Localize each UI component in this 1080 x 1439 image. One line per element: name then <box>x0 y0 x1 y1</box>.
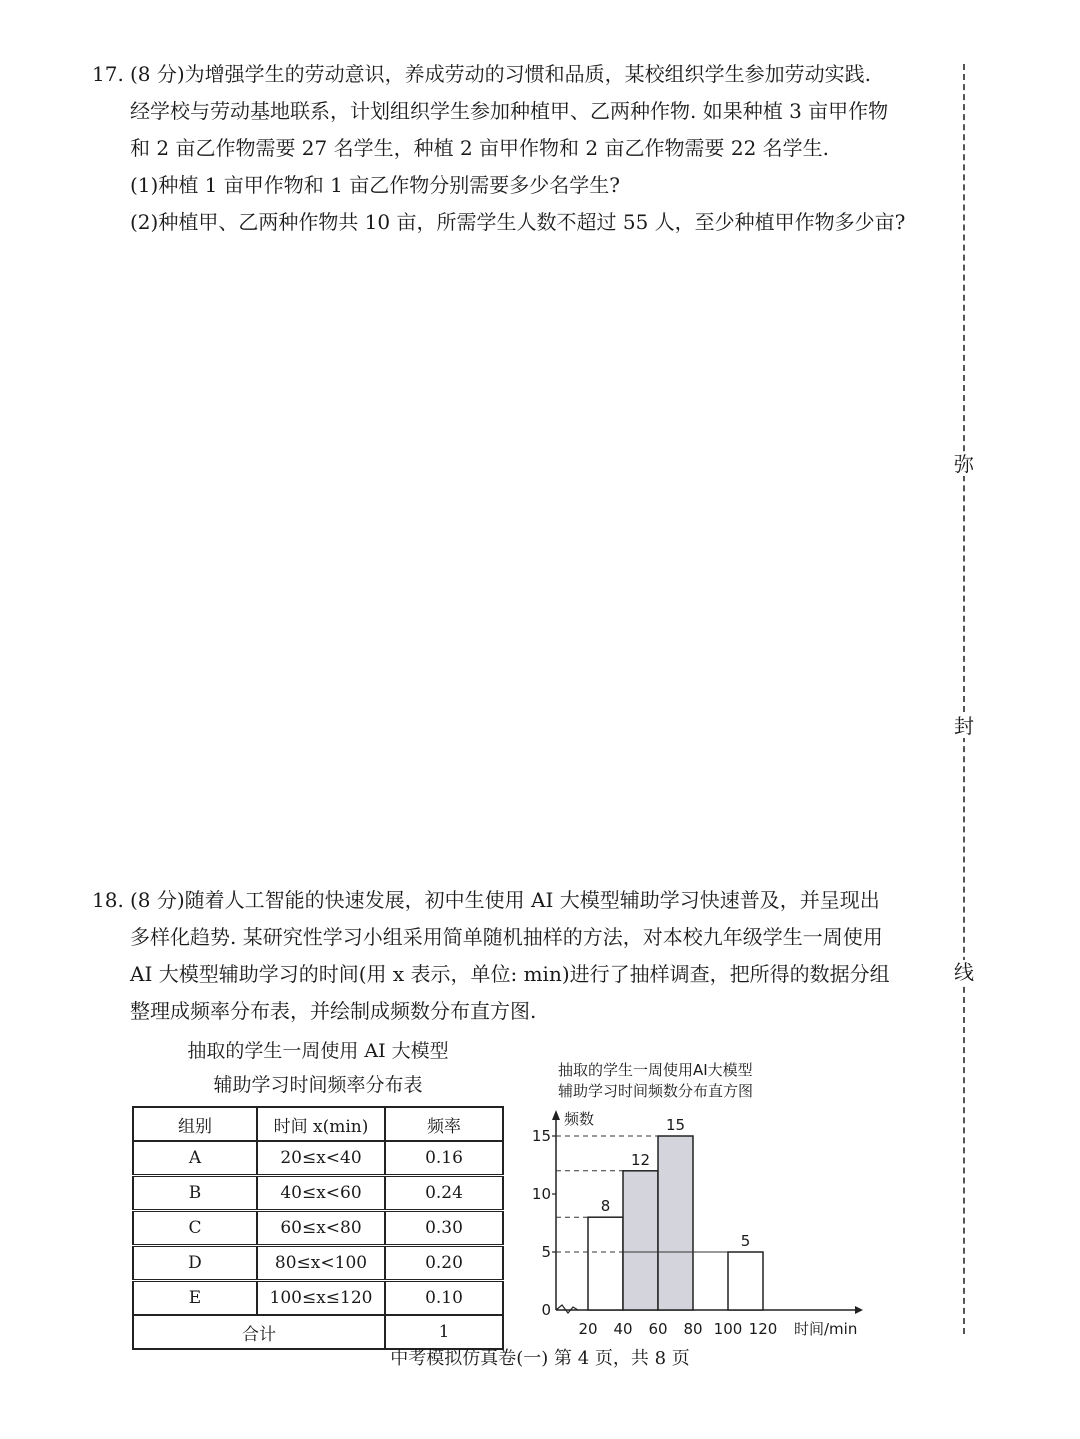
q18-line-3: AI 大模型辅助学习的时间(用 x 表示，单位: min)进行了抽样调查，把所得的数据分组 <box>130 962 890 986</box>
chart-title: 抽取的学生一周使用AI大模型 <box>558 1061 753 1079</box>
x-tick-label: 40 <box>613 1320 633 1338</box>
histogram-bar <box>588 1217 623 1310</box>
question-18 <box>92 882 952 1030</box>
total-label: 合计 <box>133 1315 385 1349</box>
y-tick-label: 5 <box>541 1243 551 1261</box>
q17-line-1: 17. (8 分)为增强学生的劳动意识，养成劳动的习惯和品质，某校组织学生参加劳动实践. <box>92 56 952 93</box>
table-row: E 100≤x≤120 0.10 <box>133 1281 503 1316</box>
seal-mark-feng: 封 <box>948 714 980 738</box>
q17-number: 17. <box>92 62 124 86</box>
total-value: 1 <box>385 1315 503 1349</box>
q18-line-4: 整理成频率分布表，并绘制成频数分布直方图. <box>130 999 537 1023</box>
q18-line-1: 18. (8 分)随着人工智能的快速发展，初中生使用 AI 大模型辅助学习快速普及，并呈现出 <box>92 882 952 919</box>
q18-number: 18. <box>92 888 124 912</box>
x-tick-label: 100 <box>713 1320 743 1338</box>
table-title-line-2: 辅助学习时间频率分布表 <box>213 1074 423 1096</box>
chart-subtitle: 辅助学习时间频数分布直方图 <box>558 1082 754 1100</box>
x-tick-label: 80 <box>683 1320 703 1338</box>
y-axis-arrow <box>552 1110 560 1120</box>
question-17 <box>92 56 952 241</box>
q18-line-2: 多样化趋势. 某研究性学习小组采用简单随机抽样的方法，对本校九年级学生一周使用 <box>130 925 883 949</box>
histogram-chart <box>510 1058 910 1344</box>
header-frequency: 频率 <box>385 1107 503 1141</box>
bar-value-label: 5 <box>740 1232 751 1250</box>
header-time: 时间 x(min) <box>257 1107 385 1141</box>
frequency-table <box>132 1106 504 1350</box>
table-title-line-1: 抽取的学生一周使用 AI 大模型 <box>187 1040 449 1062</box>
y-tick-label: 0 <box>541 1301 551 1319</box>
seal-mark-mi: 弥 <box>948 452 980 476</box>
header-group: 组别 <box>133 1107 257 1141</box>
table-row: D 80≤x<100 0.20 <box>133 1246 503 1281</box>
bar-value-label: 8 <box>600 1197 611 1216</box>
q17-part-2: (2)种植甲、乙两种作物共 10 亩，所需学生人数不超过 55 人，至少种植甲作物多少亩? <box>130 210 906 234</box>
q17-line-3: 和 2 亩乙作物需要 27 名学生，种植 2 亩甲作物和 2 亩乙作物需要 22 名学生. <box>130 136 830 160</box>
seal-line <box>963 64 965 1334</box>
q17-part-1: (1)种植 1 亩甲作物和 1 亩乙作物分别需要多少名学生? <box>130 173 620 197</box>
seal-mark-xian: 线 <box>948 960 980 984</box>
q17-line-2: 经学校与劳动基地联系，计划组织学生参加种植甲、乙两种作物. 如果种植 3 亩甲作物 <box>130 99 889 123</box>
bar-value-label: 15 <box>665 1116 686 1134</box>
x-axis-arrow <box>855 1306 863 1314</box>
histogram-bar <box>728 1252 763 1310</box>
x-tick-label: 60 <box>648 1320 668 1338</box>
axis-break <box>556 1305 578 1313</box>
bar-value-label: 12 <box>630 1150 651 1169</box>
histogram-bar <box>658 1136 693 1310</box>
table-row: A 20≤x<40 0.16 <box>133 1141 503 1176</box>
y-axis-label: 频数 <box>564 1110 595 1128</box>
table-header-row <box>133 1107 503 1141</box>
y-tick-label: 15 <box>531 1127 551 1145</box>
x-tick-label: 120 <box>748 1320 778 1338</box>
y-tick-label: 10 <box>531 1185 551 1203</box>
histogram-bar <box>623 1171 658 1310</box>
table-row: C 60≤x<80 0.30 <box>133 1211 503 1246</box>
page-footer: 中考模拟仿真卷(一) 第 4 页，共 8 页 <box>390 1348 690 1369</box>
x-tick-label: 20 <box>578 1320 598 1338</box>
x-axis-label: 时间/min <box>794 1320 858 1338</box>
table-row: B 40≤x<60 0.24 <box>133 1176 503 1211</box>
